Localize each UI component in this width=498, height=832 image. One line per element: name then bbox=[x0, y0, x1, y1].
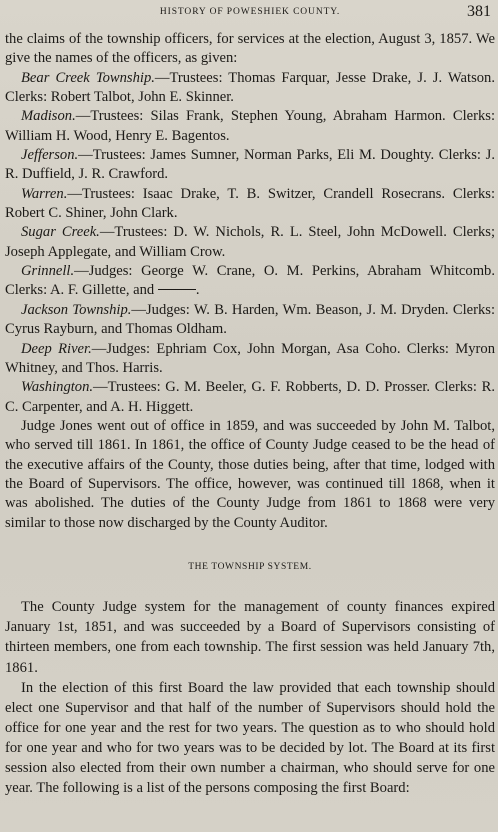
township-officers: —Trustees: Silas Frank, Stephen Young, Abraham Harmon. Clerks: William H. Wood, Henry E. Bagentos. bbox=[5, 108, 495, 144]
township-name: Jefferson. bbox=[21, 147, 79, 164]
township-name: Jackson Township. bbox=[21, 301, 132, 318]
page-number: 381 bbox=[467, 3, 491, 20]
intro-paragraph: the claims of the township officers, for services at the election, August 3, 1857. We give the names of the officers, as given: bbox=[5, 31, 495, 67]
township-entry-deep-river bbox=[5, 340, 495, 379]
judge-paragraph: Judge Jones went out of office in 1859, and was succeeded by John M. Talbot, who served till 1861. In 1861, the office of County Judge ceased to be the head of the executive affairs of the County, those duties being, after that time, lodged with the Board of Supervisors. The office, however, was continued till 1868, when it was abolished. The duties of the County Judge from 1861 to 1868 were very similar to those now discharged by the County Auditor. bbox=[5, 417, 495, 531]
township-entry-sugar-creek bbox=[5, 223, 495, 262]
page-body bbox=[5, 30, 495, 798]
township-name: Sugar Creek. bbox=[21, 224, 100, 241]
township-officers: —Judges: W. B. Harden, Wm. Beason, J. M. Dryden. Clerks: Cyrus Rayburn, and Thomas Oldham. bbox=[5, 301, 496, 338]
township-entry-jefferson bbox=[5, 146, 495, 185]
township-officers: —Trustees: D. W. Nichols, R. L. Steel, John McDowell. Clerks; Joseph Applegate, and William Crow. bbox=[5, 224, 496, 260]
township-name: Bear Creek Township. bbox=[21, 69, 155, 86]
township-officers: —Trustees: James Sumner, Norman Parks, Eli M. Doughty. Clerks: J. R. Duffield, J. R. Crawford. bbox=[5, 147, 495, 183]
township-system-section bbox=[5, 597, 495, 798]
township-entry-jackson bbox=[5, 301, 495, 340]
township-name: Washington. bbox=[21, 379, 94, 396]
township-officers: —Trustees: Thomas Farquar, Jesse Drake, J. J. Watson. Clerks: Robert Talbot, John E. Skinner. bbox=[5, 69, 495, 106]
township-officers: —Trustees: G. M. Beeler, G. F. Robberts, D. D. Prosser. Clerks: R. C. Carpenter, and A. H. Higgett. bbox=[5, 379, 495, 415]
township-entry-bear-creek bbox=[5, 69, 495, 108]
section-paragraph: In the election of this first Board the law provided that each township should elect one Supervisor and that half of the number of Supervisors should hold the office for one year and the rest for two years. The question as to who should hold for one year and who for two years was to be decided by lot. The Board at its first session also elected from their own number a chairman, who should serve for one year. The following is a list of the persons composing the first Board: bbox=[5, 679, 495, 797]
township-entry-warren bbox=[5, 185, 495, 224]
running-head-title: HISTORY OF POWESHIEK COUNTY. bbox=[159, 7, 341, 17]
township-officers: —Trustees: Isaac Drake, T. B. Switzer, Crandell Rosecrans. Clerks: Robert C. Shiner, John Clark. bbox=[5, 185, 495, 222]
township-entry-madison bbox=[5, 107, 495, 146]
blank-name-line bbox=[158, 289, 196, 290]
township-name: Deep River. bbox=[21, 340, 92, 357]
section-heading: THE TOWNSHIP SYSTEM. bbox=[188, 561, 312, 572]
township-entry-washington bbox=[5, 378, 495, 417]
township-name: Madison. bbox=[21, 108, 76, 125]
township-officers: —Judges: Ephriam Cox, John Morgan, Asa Coho. Clerks: Myron Whitney, and Thos. Harris. bbox=[5, 340, 495, 376]
township-officers-end: . bbox=[195, 282, 200, 299]
township-entry-grinnell bbox=[5, 262, 495, 301]
township-name: Grinnell. bbox=[21, 263, 75, 280]
township-officers: —Judges: George W. Crane, O. M. Perkins, Abraham Whitcomb. Clerks: A. F. Gillette, and bbox=[5, 263, 495, 299]
section-paragraph: The County Judge system for the management of county finances expired January 1st, 1851, and was succeeded by a Board of Supervisors consisting of thirteen members, one from each township. The first session was held January 7th, 1861. bbox=[5, 599, 495, 676]
running-head bbox=[5, 0, 495, 30]
township-name: Warren. bbox=[21, 185, 68, 202]
